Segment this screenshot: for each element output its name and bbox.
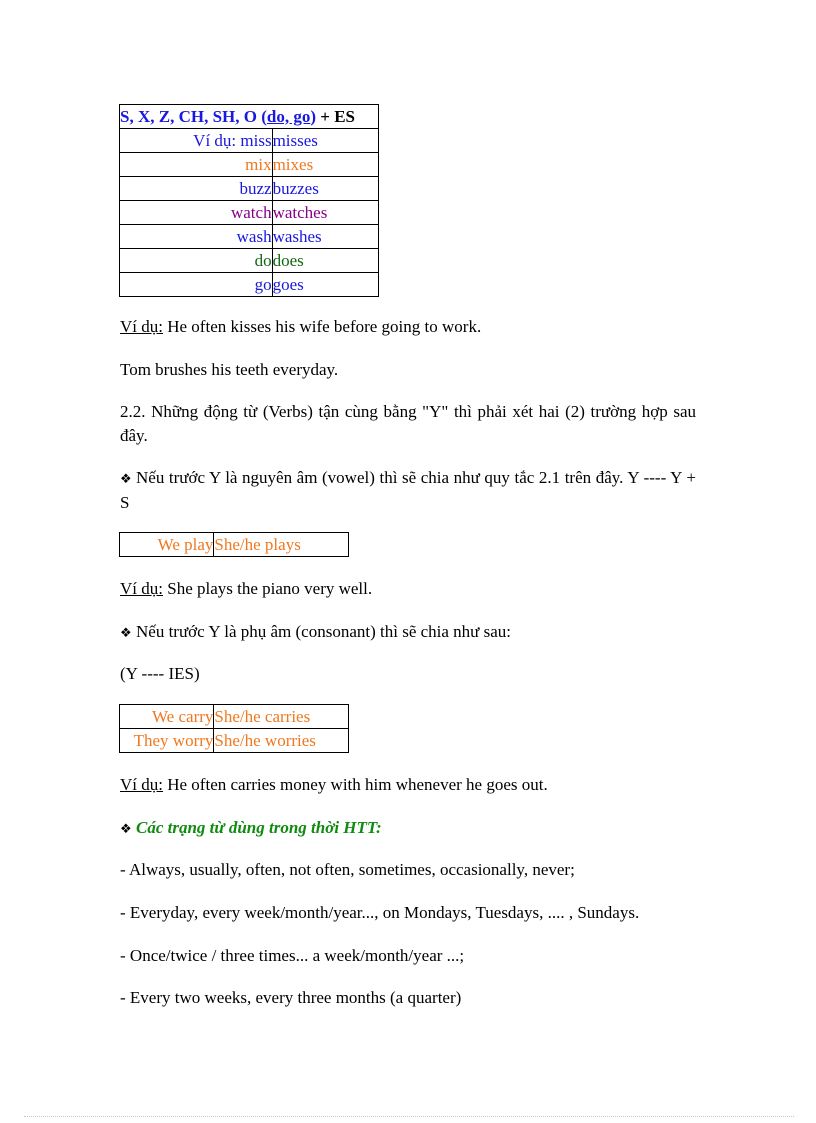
- base-cell: do: [120, 249, 273, 273]
- carry-table: [119, 704, 349, 753]
- diamond-bullet-icon: ❖: [120, 821, 132, 836]
- header-do-go: do, go: [266, 106, 311, 126]
- paragraph-rule-2-2: 2.2. Những động từ (Verbs) tận cùng bằng "Y" thì phải xét hai (2) trường hợp sau đây.: [120, 402, 696, 445]
- paragraph-tom: Tom brushes his teeth everyday.: [120, 360, 339, 379]
- base-cell: They worry: [120, 729, 214, 753]
- heading-text: Các trạng từ dùng trong thời HTT:: [136, 818, 382, 837]
- base-cell: Ví dụ: miss: [120, 129, 273, 153]
- base-cell: go: [120, 273, 273, 297]
- form-cell: misses: [272, 129, 378, 153]
- table-row: [120, 201, 379, 225]
- table-row: [120, 705, 349, 729]
- base-cell: We play: [120, 533, 214, 557]
- example-label: Ví dụ:: [120, 579, 163, 598]
- example-label: Ví dụ:: [120, 317, 163, 336]
- list-item: - Always, usually, often, not often, sometimes, occasionally, never;: [120, 860, 575, 879]
- header-blue-text: S, X, Z, CH, SH, O (: [120, 106, 267, 126]
- table-row: [120, 533, 349, 557]
- diamond-bullet-icon: ❖: [120, 471, 132, 486]
- form-cell: does: [272, 249, 378, 273]
- base-cell: mix: [120, 153, 273, 177]
- bullet-text: Nếu trước Y là nguyên âm (vowel) thì sẽ chia như quy tắc 2.1 trên đây. Y ---- Y + S: [120, 468, 696, 512]
- table-row: [120, 105, 379, 129]
- section-heading: [120, 816, 696, 841]
- example-label: Ví dụ:: [120, 775, 163, 794]
- es-suffix-table: [119, 104, 379, 297]
- bullet-paragraph-vowel: [120, 466, 696, 515]
- form-cell: She/he carries: [214, 705, 349, 729]
- play-table: [119, 532, 349, 557]
- example-text: She plays the piano very well.: [162, 579, 373, 598]
- base-cell: We carry: [120, 705, 214, 729]
- example-paragraph-1: [120, 315, 696, 339]
- form-cell: She/he plays: [214, 533, 349, 557]
- base-cell: watch: [120, 201, 273, 225]
- base-cell: wash: [120, 225, 273, 249]
- table-row: [120, 225, 379, 249]
- header-blue-close: ): [310, 106, 317, 126]
- list-item: - Everyday, every week/month/year..., on Mondays, Tuesdays, .... , Sundays.: [120, 903, 640, 922]
- table-row: [120, 129, 379, 153]
- table-row: [120, 249, 379, 273]
- form-cell: watches: [272, 201, 378, 225]
- bullet-text: Nếu trước Y là phụ âm (consonant) thì sẽ chia như sau:: [136, 622, 512, 641]
- table-header-cell: [120, 105, 379, 129]
- form-cell: buzzes: [272, 177, 378, 201]
- example-paragraph-3: [120, 773, 696, 797]
- example-text: He often kisses his wife before going to work.: [162, 317, 482, 336]
- list-item: - Every two weeks, every three months (a quarter): [120, 988, 462, 1007]
- list-item: - Once/twice / three times... a week/month/year ...;: [120, 946, 465, 965]
- example-paragraph-2: [120, 577, 696, 601]
- form-cell: She/he worries: [214, 729, 349, 753]
- form-cell: washes: [272, 225, 378, 249]
- table-row: [120, 729, 349, 753]
- form-cell: goes: [272, 273, 378, 297]
- table-row: [120, 177, 379, 201]
- bullet-paragraph-consonant: [120, 620, 696, 645]
- page-bottom-divider: [24, 1116, 794, 1117]
- table-row: [120, 273, 379, 297]
- paragraph-y-ies: (Y ---- IES): [120, 664, 200, 683]
- header-suffix: + ES: [316, 106, 356, 126]
- table-row: [120, 153, 379, 177]
- base-cell: buzz: [120, 177, 273, 201]
- diamond-bullet-icon: ❖: [120, 625, 132, 640]
- form-cell: mixes: [272, 153, 378, 177]
- example-text: He often carries money with him whenever he goes out.: [162, 775, 548, 794]
